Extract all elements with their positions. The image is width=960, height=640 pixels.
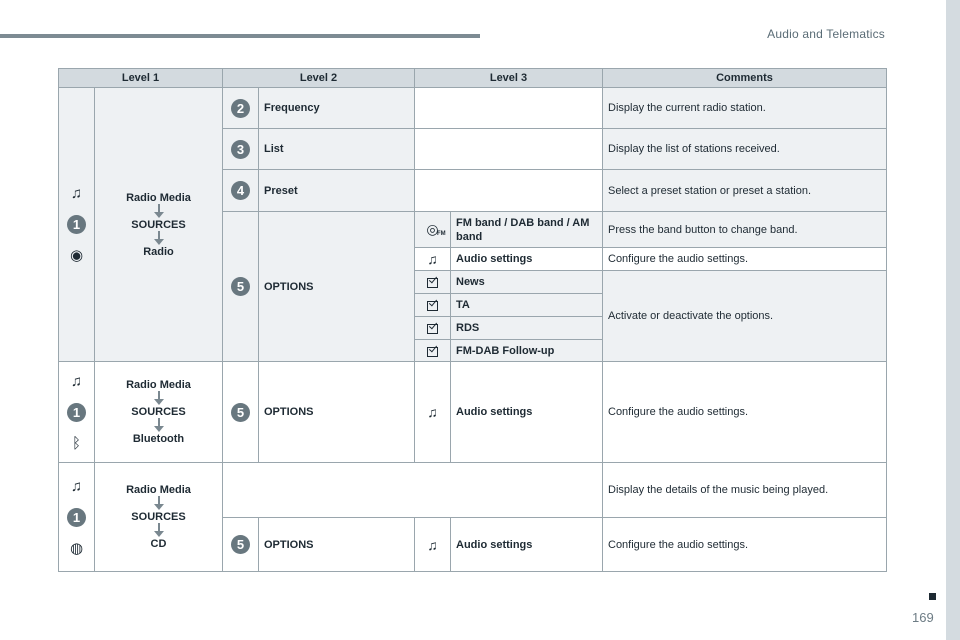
icon-cell — [415, 248, 451, 271]
fm-band-icon: ◎ FM — [426, 221, 446, 237]
level2-empty — [223, 463, 603, 518]
comment-cell: Configure the audio settings. — [603, 518, 887, 572]
level3-empty — [415, 170, 603, 212]
path-sources: SOURCES — [131, 406, 186, 418]
level3-label: TA — [451, 294, 603, 317]
path-radio-media: Radio Media — [126, 484, 191, 496]
comment-cell: Configure the audio settings. — [603, 248, 887, 271]
level1-icons-cell — [59, 362, 95, 463]
level2-label: OPTIONS — [259, 362, 415, 463]
table-row — [59, 88, 887, 129]
bluetooth-icon: ᛒ — [71, 434, 81, 452]
comment-cell: Select a preset station or preset a station. — [603, 170, 887, 212]
level3-label: FM band / DAB band / AM band — [451, 212, 603, 248]
arrow-down-icon — [154, 231, 164, 246]
music-note-icon: ♫ — [70, 372, 83, 390]
number-badge: 5 — [231, 277, 250, 296]
music-note-icon: ♫ — [70, 185, 83, 202]
table-row — [59, 362, 887, 463]
path-cd: CD — [150, 538, 167, 550]
level3-label: Audio settings — [451, 518, 603, 572]
number-badge: 5 — [231, 535, 250, 554]
side-strip — [946, 0, 960, 640]
arrow-down-icon — [154, 523, 164, 538]
number-badge: 5 — [231, 403, 250, 422]
level2-label: Preset — [259, 170, 415, 212]
music-note-icon: ♫ — [427, 404, 438, 420]
icon-cell — [415, 340, 451, 362]
number-cell — [223, 212, 259, 362]
music-note-icon: ♫ — [427, 536, 438, 553]
level3-empty — [415, 129, 603, 170]
arrow-down-icon — [154, 391, 164, 406]
path-radio-media: Radio Media — [126, 379, 191, 391]
path-sources: SOURCES — [131, 511, 186, 523]
checkbox-icon — [427, 278, 438, 288]
number-badge: 1 — [67, 215, 86, 234]
header-level2: Level 2 — [223, 69, 415, 88]
level3-label: News — [451, 271, 603, 294]
header-rule — [0, 34, 480, 38]
checkbox-icon — [427, 347, 438, 357]
number-cell — [223, 129, 259, 170]
arrow-down-icon — [154, 418, 164, 433]
audio-menu-table — [58, 68, 887, 572]
number-cell — [223, 362, 259, 463]
level2-label: List — [259, 129, 415, 170]
page-number: 169 — [912, 610, 934, 625]
comment-cell: Display the current radio station. — [603, 88, 887, 129]
checkbox-icon — [427, 324, 438, 334]
header-comments: Comments — [603, 69, 887, 88]
level2-label: OPTIONS — [259, 518, 415, 572]
level3-label: RDS — [451, 317, 603, 340]
comment-cell: Display the list of stations received. — [603, 129, 887, 170]
level2-label: Frequency — [259, 88, 415, 129]
menu-path-cell — [95, 463, 223, 572]
menu-path-cell — [95, 88, 223, 362]
number-badge: 2 — [231, 99, 250, 118]
music-note-icon: ♫ — [70, 477, 83, 495]
icon-cell — [415, 317, 451, 340]
number-cell — [223, 88, 259, 129]
number-badge: 1 — [67, 403, 86, 422]
icon-cell — [415, 212, 451, 248]
table-header-row — [59, 69, 887, 88]
comment-cell: Configure the audio settings. — [603, 362, 887, 463]
level3-label: Audio settings — [451, 248, 603, 271]
comment-cell: Activate or deactivate the options. — [603, 271, 887, 362]
level1-icons-cell — [59, 88, 95, 362]
path-bluetooth: Bluetooth — [132, 433, 185, 445]
level3-label: FM-DAB Follow-up — [451, 340, 603, 362]
number-badge: 4 — [231, 181, 250, 200]
music-note-icon: ♫ — [427, 251, 438, 267]
icon-cell — [415, 362, 451, 463]
icon-cell — [415, 518, 451, 572]
checkbox-icon — [427, 301, 438, 311]
table-row — [59, 463, 887, 518]
level3-label: Audio settings — [451, 362, 603, 463]
continuation-marker — [929, 593, 936, 600]
header-level1: Level 1 — [59, 69, 223, 88]
arrow-down-icon — [154, 204, 164, 219]
path-radio: Radio — [143, 245, 174, 258]
arrow-down-icon — [154, 496, 164, 511]
header-level3: Level 3 — [415, 69, 603, 88]
icon-cell — [415, 271, 451, 294]
radio-wave-icon: ◉ — [69, 247, 84, 264]
number-cell — [223, 170, 259, 212]
level2-label: OPTIONS — [259, 212, 415, 362]
icon-cell — [415, 294, 451, 317]
level3-empty — [415, 88, 603, 129]
level1-icons-cell — [59, 463, 95, 572]
number-cell — [223, 518, 259, 572]
menu-path-cell — [95, 362, 223, 463]
number-badge: 3 — [231, 140, 250, 159]
section-title: Audio and Telematics — [767, 27, 885, 41]
path-radio-media: Radio Media — [126, 191, 191, 204]
path-sources: SOURCES — [131, 218, 186, 231]
comment-cell: Press the band button to change band. — [603, 212, 887, 248]
comment-cell: Display the details of the music being played. — [603, 463, 887, 518]
number-badge: 1 — [67, 508, 86, 527]
cd-icon: ◍ — [69, 539, 84, 557]
